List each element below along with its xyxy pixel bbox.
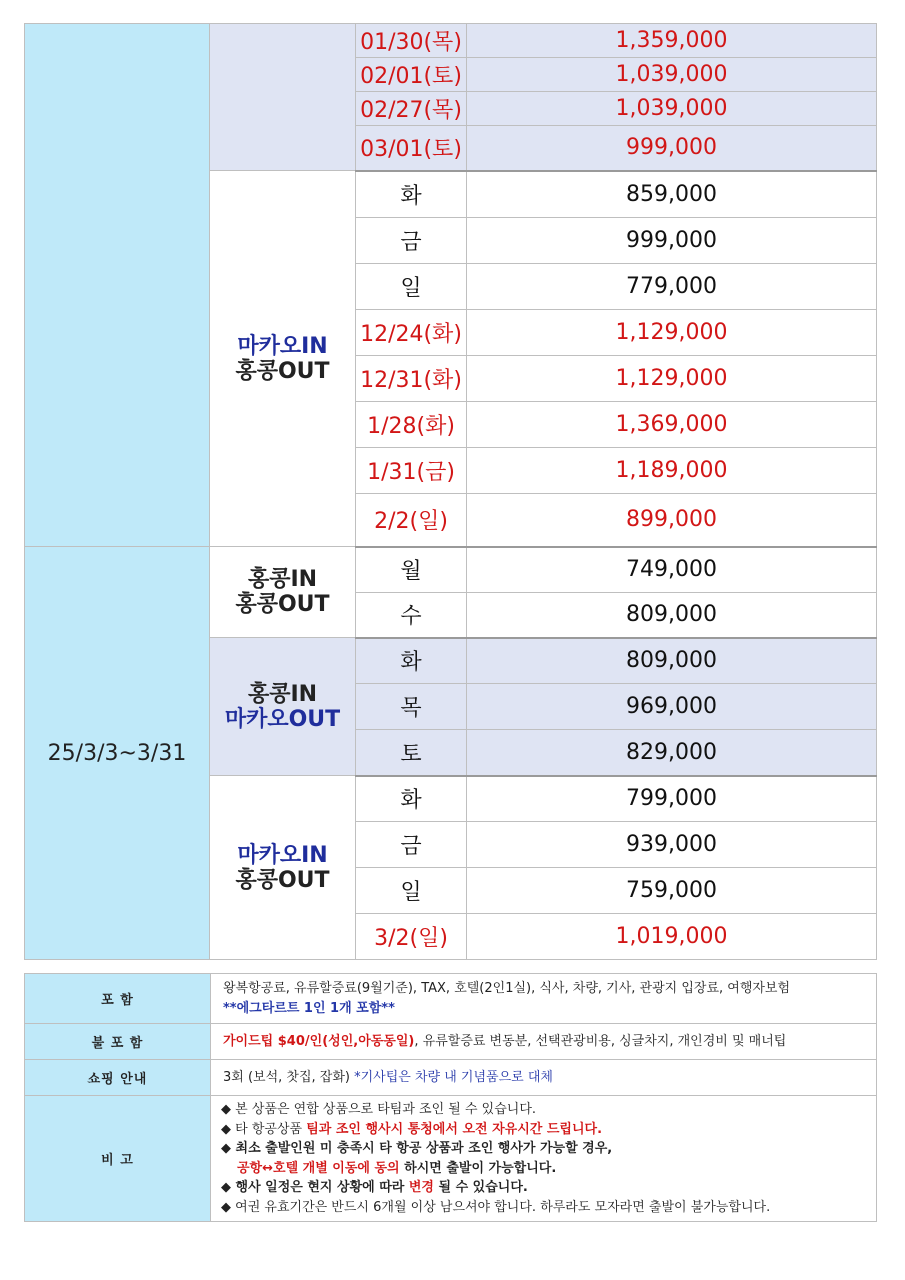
remark-line: ◆ 본 상품은 연합 상품으로 타팀과 조인 될 수 있습니다. (221, 1102, 537, 1117)
excluded-highlight: 가이드팁 $40/인(성인,아동동일) (223, 1033, 415, 1049)
date-cell: 1/31(금) (356, 448, 467, 494)
date-cell: 3/2(일) (356, 914, 467, 960)
date-cell: 금 (356, 822, 467, 868)
price-cell: 779,000 (467, 264, 877, 310)
bullet-icon: ◆ (221, 1121, 231, 1137)
price-cell: 859,000 (467, 171, 877, 218)
price-cell: 1,039,000 (467, 58, 877, 92)
route-out-label: 홍콩OUT (235, 358, 330, 384)
date-cell: 01/30(목) (356, 24, 467, 58)
price-cell: 1,129,000 (467, 310, 877, 356)
shopping-note: *기사팁은 차량 내 기념품으로 대체 (354, 1069, 553, 1085)
route-in-label: 홍콩IN (247, 567, 318, 592)
price-cell: 1,129,000 (467, 356, 877, 402)
remark-line: ◆ 여권 유효기간은 반드시 6개월 이상 남으셔야 합니다. 하루라도 모자라면 출발이 불가능합니다. (221, 1199, 771, 1215)
route-cell-g2 (210, 171, 356, 547)
date-cell: 일 (356, 264, 467, 310)
included-highlight: **에그타르트 1인 1개 포함** (223, 1000, 395, 1016)
period-cell-top (25, 24, 210, 547)
date-cell: 수 (356, 593, 467, 638)
price-cell: 1,369,000 (467, 402, 877, 448)
remarks-label: 비 고 (25, 1096, 211, 1222)
bullet-icon: ◆ (221, 1102, 231, 1117)
bullet-icon: ◆ (221, 1141, 231, 1156)
price-cell: 1,039,000 (467, 92, 877, 126)
date-cell: 토 (356, 730, 467, 776)
price-cell: 809,000 (467, 638, 877, 684)
date-cell: 일 (356, 868, 467, 914)
date-cell: 12/31(화) (356, 356, 467, 402)
date-cell: 2/2(일) (356, 494, 467, 547)
date-cell: 화 (356, 638, 467, 684)
date-cell: 03/01(토) (356, 126, 467, 171)
route-cell-g4 (210, 638, 356, 776)
route-cell-g5 (210, 776, 356, 960)
price-cell: 1,019,000 (467, 914, 877, 960)
price-cell: 829,000 (467, 730, 877, 776)
date-cell: 1/28(화) (356, 402, 467, 448)
included-label: 포 함 (25, 974, 211, 1024)
price-cell: 799,000 (467, 776, 877, 822)
shopping-label: 쇼핑 안내 (25, 1060, 211, 1096)
route-in-label: 홍콩IN (247, 681, 318, 707)
route-out-label: 마카오OUT (224, 706, 341, 732)
remark-line: ◆ 타 항공상품 팀과 조인 행사시 통청에서 오전 자유시간 드립니다. (221, 1121, 603, 1137)
route-in-label: 마카오IN (237, 842, 328, 868)
date-cell: 화 (356, 776, 467, 822)
included-value (211, 974, 877, 1024)
excluded-text: , 유류할증료 변동분, 선택관광비용, 싱글차지, 개인경비 및 매너팁 (414, 1033, 787, 1049)
excluded-label: 불 포 함 (25, 1024, 211, 1060)
date-cell: 02/01(토) (356, 58, 467, 92)
remark-line: ◆ 행사 일정은 현지 상황에 따라 변경 될 수 있습니다. (221, 1180, 528, 1195)
price-cell: 939,000 (467, 822, 877, 868)
route-in-label: 마카오IN (237, 333, 328, 359)
price-cell: 969,000 (467, 684, 877, 730)
price-cell: 759,000 (467, 868, 877, 914)
included-text: 왕복항공료, 유류할증료(9월기준), TAX, 호텔(2인1실), 식사, 차량, 기사, 관광지 입장료, 여행자보험 (223, 980, 791, 996)
route-out-label: 홍콩OUT (235, 867, 330, 893)
date-cell: 목 (356, 684, 467, 730)
shopping-text: 3회 (보석, 찻집, 잡화) (223, 1069, 355, 1085)
price-cell: 809,000 (467, 593, 877, 638)
remark-line: 공항↔호텔 개별 이동에 동의 하시면 출발이 가능합니다. (237, 1160, 557, 1176)
price-cell: 999,000 (467, 218, 877, 264)
price-table (24, 23, 877, 960)
excluded-value (211, 1024, 877, 1060)
price-cell: 899,000 (467, 494, 877, 547)
date-cell: 화 (356, 171, 467, 218)
route-cell-g3 (210, 547, 356, 638)
period-cell: 25/3/3~3/31 (25, 547, 210, 960)
remark-line: ◆ 최소 출발인원 미 충족시 타 항공 상품과 조인 행사가 가능할 경우, (221, 1141, 613, 1156)
bullet-icon: ◆ (221, 1180, 231, 1195)
price-cell: 1,359,000 (467, 24, 877, 58)
date-cell: 02/27(목) (356, 92, 467, 126)
date-cell: 월 (356, 547, 467, 593)
bullet-icon: ◆ (221, 1199, 231, 1215)
route-cell-g1 (210, 24, 356, 171)
date-cell: 금 (356, 218, 467, 264)
route-out-label: 홍콩OUT (235, 592, 330, 617)
date-cell: 12/24(화) (356, 310, 467, 356)
price-cell: 999,000 (467, 126, 877, 171)
price-cell: 1,189,000 (467, 448, 877, 494)
info-table (24, 973, 877, 1222)
price-cell: 749,000 (467, 547, 877, 593)
shopping-value (211, 1060, 877, 1096)
remarks-value (211, 1096, 877, 1222)
